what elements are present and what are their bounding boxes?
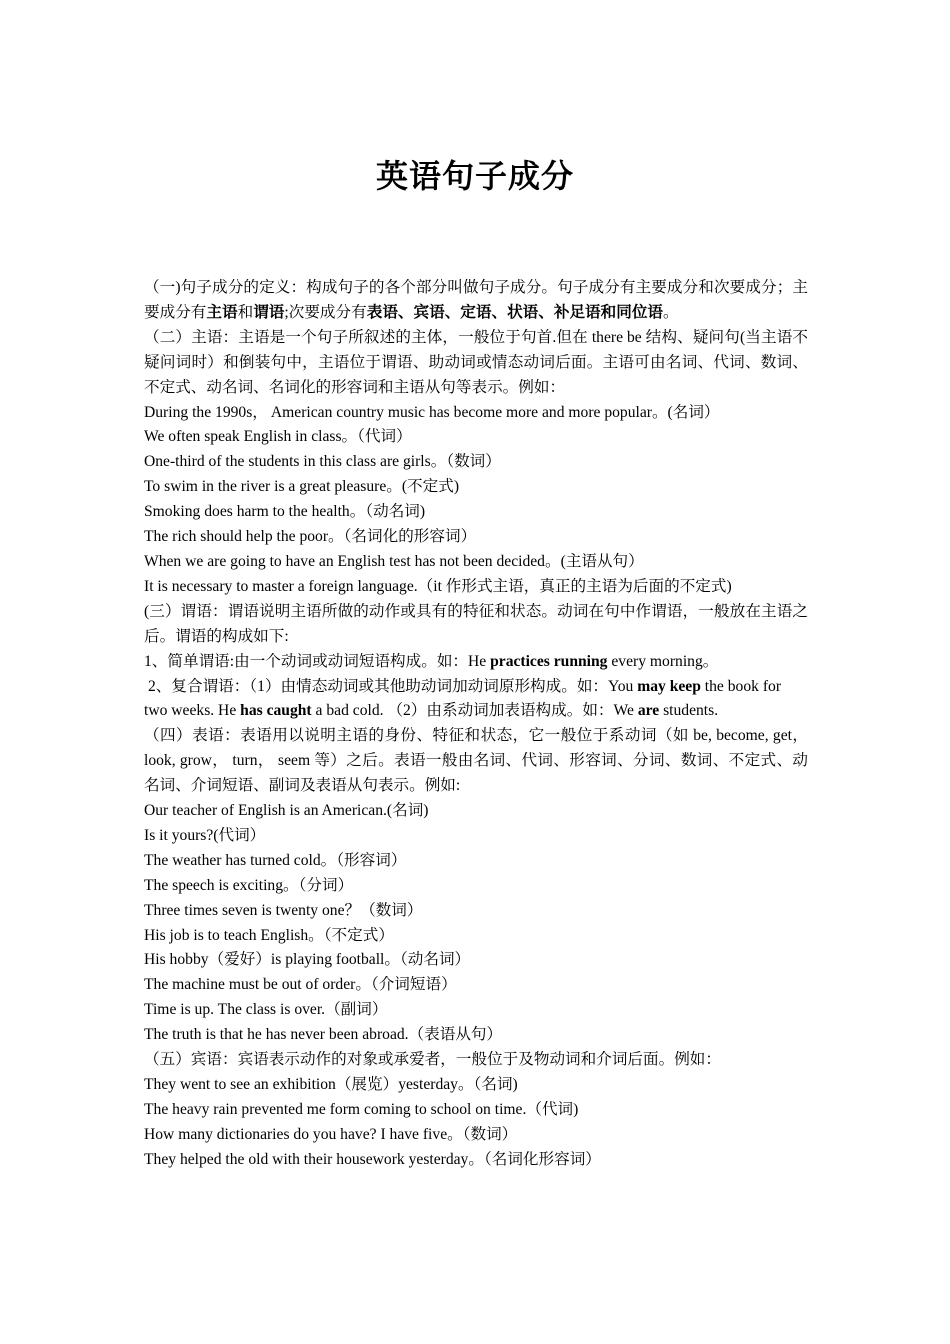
- text-run: the book for two weeks. He: [144, 677, 782, 720]
- bold-term: may keep: [637, 677, 701, 695]
- bold-term: 谓语: [253, 303, 285, 321]
- section-definition: [144, 276, 808, 326]
- bold-term: practices running: [490, 652, 608, 670]
- bold-term: has caught: [240, 702, 312, 720]
- example-sentence: His hobby（爱好）is playing football。（动名词）: [144, 951, 471, 969]
- simple-predicate: [144, 650, 808, 675]
- section-subject-intro: （二）主语：主语是一个句子所叙述的主体，一般位于句首.但在 there be 结构、疑问句(当主语不疑问词时）和倒装句中，主语位于谓语、助动词或情态动词后面。主语可由名词、代词、数词、不定式、动名词、名词化的形容词和主语从句等表示。例如：: [144, 328, 808, 396]
- example-sentence: During the 1990s， American country music has become more and more popular。(名词）: [144, 403, 720, 421]
- example-sentence: Three times seven is twenty one？（数词）: [144, 901, 423, 919]
- example-sentence: The rich should help the poor。（名词化的形容词）: [144, 528, 477, 546]
- text-run: students.: [659, 702, 719, 720]
- example-sentence: To swim in the river is a great pleasure。(不定式): [144, 478, 460, 496]
- example-sentence: How many dictionaries do you have? I have five。（数词）: [144, 1125, 518, 1143]
- section-predicate-intro: (三）谓语：谓语说明主语所做的动作或具有的特征和状态。动词在句中作谓语，一般放在主语之后。谓语的构成如下:: [144, 602, 808, 645]
- text-run: 2、复合谓语：（1）由情态动词或其他助动词加动词原形构成。如：You: [148, 677, 638, 695]
- compound-predicate: [144, 675, 808, 725]
- example-sentence: The weather has turned cold。（形容词）: [144, 851, 407, 869]
- example-sentence: Our teacher of English is an American.(名词): [144, 802, 429, 820]
- example-sentence: When we are going to have an English test has not been decided。(主语从句）: [144, 552, 644, 570]
- example-sentence: It is necessary to master a foreign language.（it 作形式主语，真正的主语为后面的不定式): [144, 577, 732, 595]
- example-sentence: Time is up. The class is over.（副词）: [144, 1001, 388, 1019]
- bold-term: are: [637, 702, 660, 720]
- text-run: every morning。: [607, 652, 719, 670]
- bold-term: 表语、宾语、定语、状语、补足语和同位语: [366, 303, 664, 321]
- text-run: （一)句子成分的定义：构成句子的各个部分叫做句子成分。句子成分有主要成分和次要成分；主要成分有: [144, 279, 808, 321]
- example-sentence: The truth is that he has never been abroad.（表语从句）: [144, 1026, 503, 1044]
- example-sentence: They helped the old with their housework yesterday。（名词化形容词）: [144, 1150, 601, 1168]
- example-sentence: One-third of the students in this class are girls。（数词）: [144, 453, 501, 471]
- text-run: 。: [663, 303, 679, 321]
- document-body: [144, 276, 808, 1173]
- text-run: a bad cold. （2）由系动词加表语构成。如：We: [311, 702, 638, 720]
- example-sentence: Smoking does harm to the health。（动名词): [144, 503, 426, 521]
- example-sentence: The heavy rain prevented me form coming to school on time.（代词): [144, 1100, 579, 1118]
- text-run: 1、简单谓语:由一个动词或动词短语构成。如：He: [144, 652, 491, 670]
- page-title: 英语句子成分: [375, 157, 574, 195]
- example-sentence: His job is to teach English。（不定式）: [144, 926, 394, 944]
- text-run: 和: [237, 303, 254, 321]
- example-sentence: The machine must be out of order。（介词短语）: [144, 976, 457, 994]
- bold-term: 主语: [206, 303, 238, 321]
- text-run: ;次要成分有: [284, 303, 367, 321]
- example-sentence: We often speak English in class。（代词）: [144, 428, 412, 446]
- example-sentence: The speech is exciting。（分词）: [144, 876, 354, 894]
- section-object-intro: （五）宾语：宾语表示动作的对象或承爱者，一般位于及物动词和介词后面。例如：: [144, 1051, 721, 1069]
- example-sentence: Is it yours?(代词）: [144, 826, 266, 844]
- section-predicative-intro: （四）表语：表语用以说明主语的身份、特征和状态，它一般位于系动词（如 be, become, get， look, grow， turn， seem 等）之后。表语一般由名词、代词、形容词、分词、数词、不定式、动名词、介词短语、副词及表语从句表示。例如:: [144, 727, 808, 795]
- example-sentence: They went to see an exhibition（展览）yesterday。（名词): [144, 1076, 518, 1093]
